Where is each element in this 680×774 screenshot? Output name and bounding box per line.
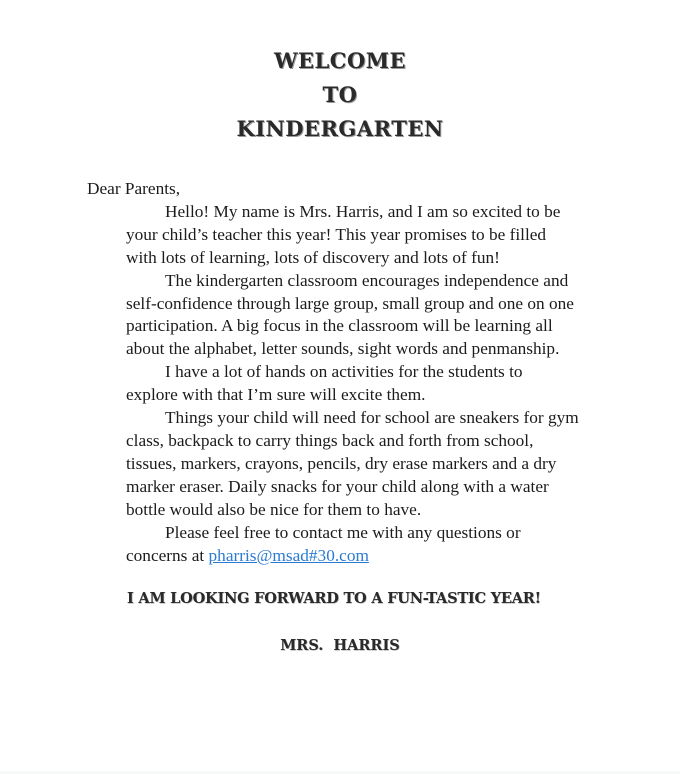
title-line-kindergarten: KINDERGARTEN [236, 116, 444, 141]
signature: MRS. HARRIS [280, 637, 400, 654]
title-line-to: TO [322, 82, 358, 107]
text-line: marker eraser. Daily snacks for your child along with a water [126, 476, 549, 496]
text-line: self-confidence through large group, small group and one on one [126, 293, 574, 313]
paragraph-activities [87, 361, 607, 407]
text-line: about the alphabet, letter sounds, sight words and penmanship. [126, 339, 560, 359]
text-line: explore with that I’m sure will excite them. [126, 385, 426, 405]
text-line: with lots of learning, lots of discovery and lots of fun! [126, 247, 500, 267]
contact-prefix: concerns at [126, 545, 209, 565]
letter-title [0, 44, 680, 146]
salutation: Dear Parents, [87, 179, 181, 198]
paragraph-classroom [87, 270, 607, 362]
text-line: class, backpack to carry things back and forth from school, [126, 430, 534, 450]
email-link[interactable]: pharris@msad#30.com [208, 545, 369, 565]
text-line: bottle would also be nice for them to have. [126, 499, 422, 519]
text-line: Things your child will need for school are sneakers for gym [165, 408, 579, 428]
text-line: your child’s teacher this year! This year promises to be filled [126, 224, 547, 244]
text-line: The kindergarten classroom encourages independence and [165, 270, 569, 290]
paragraph-contact [87, 522, 607, 568]
text-line: Hello! My name is Mrs. Harris, and I am so excited to be [165, 201, 561, 221]
text-line: tissues, markers, crayons, pencils, dry erase markers and a dry [126, 453, 557, 473]
title-line-welcome: WELCOME [273, 48, 407, 73]
text-line: I have a lot of hands on activities for the students to [165, 362, 523, 382]
contact-line [87, 545, 607, 568]
closing-text: I AM LOOKING FORWARD TO A FUN-TASTIC YEAR! [127, 590, 541, 607]
text-line: participation. A big focus in the classroom will be learning all [126, 316, 553, 336]
text-line: Please feel free to contact me with any questions or [165, 522, 521, 542]
paragraph-supplies [87, 407, 607, 522]
paragraph-introduction [87, 201, 607, 270]
letter-body [87, 178, 607, 567]
